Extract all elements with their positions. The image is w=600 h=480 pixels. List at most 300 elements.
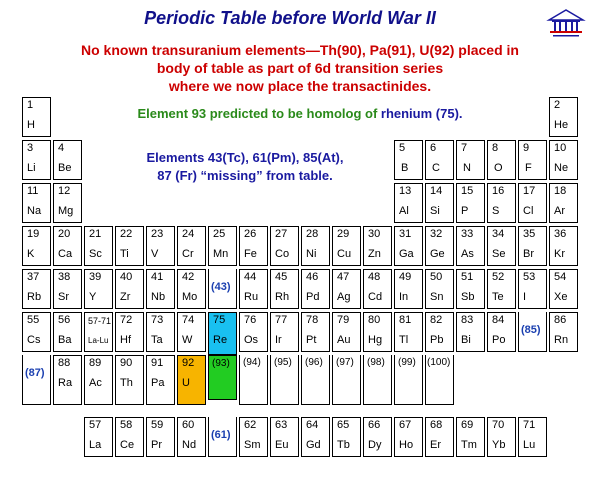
element-cell-e95 (270, 355, 299, 405)
element-symbol: W (182, 334, 193, 346)
element-number: 89 (89, 357, 102, 369)
element-cell-po (487, 312, 516, 352)
element-cell-f (518, 140, 547, 180)
element-cell-h (22, 97, 51, 137)
element-cell-ra (53, 355, 82, 405)
element-cell-co (270, 226, 299, 266)
element-cell-b (394, 140, 423, 180)
element-cell-be (53, 140, 82, 180)
element-number: 44 (244, 271, 257, 283)
element-number: 25 (213, 228, 226, 240)
element-cell-th (115, 355, 144, 405)
element-number: 15 (461, 185, 474, 197)
element-cell-ac (84, 355, 113, 405)
element-cell-os (239, 312, 268, 352)
element-symbol: Sn (430, 291, 444, 303)
element-number: 57-71 (88, 316, 112, 326)
element-cell-sb (456, 269, 485, 309)
element-number: 19 (27, 228, 40, 240)
element-cell-in (394, 269, 423, 309)
element-cell-sm (239, 417, 268, 457)
element-symbol: Co (275, 248, 290, 260)
element-number: 38 (58, 271, 71, 283)
element-cell-dy (363, 417, 392, 457)
element-number: 8 (492, 142, 499, 154)
element-cell-lu (518, 417, 547, 457)
element-number: 84 (492, 314, 505, 326)
element-cell-ag (332, 269, 361, 309)
element-cell-tl (394, 312, 423, 352)
element-number: 17 (523, 185, 536, 197)
element-symbol: Th (120, 377, 133, 389)
element-symbol: Ta (151, 334, 163, 346)
element-number: 66 (368, 419, 381, 431)
element-number: 91 (151, 357, 164, 369)
element-symbol: Ru (244, 291, 259, 303)
element-symbol: C (432, 162, 440, 174)
subtitle-line-2: body of table as part of 6d transition series (156, 60, 444, 76)
element-symbol: In (399, 291, 409, 303)
element-cell-la (84, 417, 113, 457)
element-number: 81 (399, 314, 412, 326)
element-number: 35 (523, 228, 536, 240)
element-number: 69 (461, 419, 474, 431)
element-number: 14 (430, 185, 443, 197)
element-symbol: Kr (554, 248, 565, 260)
element-cell-w (177, 312, 206, 352)
element-number: 2 (554, 99, 561, 111)
element-number: 36 (554, 228, 567, 240)
element-symbol: Zn (368, 248, 381, 260)
subtitle-line-3: where we now place the transactinides. (168, 78, 432, 94)
element-cell-e94 (239, 355, 268, 405)
element-symbol: S (492, 205, 500, 217)
element-symbol: Ag (337, 291, 351, 303)
element-number: 49 (399, 271, 412, 283)
element-cell-he (549, 97, 578, 137)
element-cell-gd (301, 417, 330, 457)
element-cell-si (425, 183, 454, 223)
note-element-93 (100, 106, 500, 121)
element-symbol: Au (337, 334, 351, 346)
element-cell-tc (208, 269, 237, 309)
element-cell-mo (177, 269, 206, 309)
element-cell-cu (332, 226, 361, 266)
element-cell-fe (239, 226, 268, 266)
element-cell-ar (549, 183, 578, 223)
element-number: 75 (213, 314, 226, 326)
element-number: (96) (305, 357, 323, 368)
element-symbol: Yb (492, 439, 506, 451)
element-symbol: Ir (275, 334, 282, 346)
element-cell-pt (301, 312, 330, 352)
element-cell-ni (301, 226, 330, 266)
element-cell-pa (146, 355, 175, 405)
element-number: 6 (430, 142, 437, 154)
element-number: 64 (306, 419, 319, 431)
element-number: 9 (523, 142, 530, 154)
element-symbol: Hf (120, 334, 131, 346)
element-number: 13 (399, 185, 412, 197)
element-cell-v (146, 226, 175, 266)
element-number: 55 (27, 314, 40, 326)
element-cell-e100 (425, 355, 454, 405)
element-cell-ge (425, 226, 454, 266)
element-cell-li (22, 140, 51, 180)
element-symbol: N (463, 162, 471, 174)
element-cell-rh (270, 269, 299, 309)
element-number: 82 (430, 314, 443, 326)
element-cell-e93 (208, 355, 237, 400)
element-symbol: Se (492, 248, 506, 260)
note-missing-line-2: 87 (Fr) “missing” from table. (157, 168, 333, 183)
element-number: 77 (275, 314, 288, 326)
element-cell-er (425, 417, 454, 457)
element-cell-zr (115, 269, 144, 309)
element-symbol: Cl (523, 205, 534, 217)
element-symbol: Po (492, 334, 506, 346)
element-number: 76 (244, 314, 257, 326)
element-cell-ir (270, 312, 299, 352)
element-number: 22 (120, 228, 133, 240)
element-cell-ba (53, 312, 82, 352)
element-cell-se (487, 226, 516, 266)
element-number: 90 (120, 357, 133, 369)
element-cell-hf (115, 312, 144, 352)
element-number: 10 (554, 142, 567, 154)
element-cell-cd (363, 269, 392, 309)
element-symbol: O (494, 162, 503, 174)
element-number: 51 (461, 271, 474, 283)
element-number: 62 (244, 419, 257, 431)
element-cell-p (456, 183, 485, 223)
element-number: 42 (182, 271, 195, 283)
element-number: 73 (151, 314, 164, 326)
element-number: (94) (243, 357, 261, 368)
element-symbol: Ga (399, 248, 414, 260)
element-number: (98) (367, 357, 385, 368)
element-cell-ce (115, 417, 144, 457)
element-symbol: V (151, 248, 159, 260)
element-cell-pd (301, 269, 330, 309)
element-symbol: Os (244, 334, 259, 346)
element-symbol: Cr (182, 248, 194, 260)
element-symbol: La (89, 439, 102, 451)
element-cell-n (456, 140, 485, 180)
element-number: 52 (492, 271, 505, 283)
element-cell-br (518, 226, 547, 266)
element-cell-nb (146, 269, 175, 309)
element-symbol: Pt (306, 334, 317, 346)
element-symbol: Sc (89, 248, 102, 260)
element-symbol: Ar (554, 205, 565, 217)
element-symbol: Ra (58, 377, 73, 389)
element-number: 18 (554, 185, 567, 197)
element-cell-ne (549, 140, 578, 180)
element-cell-lalu (84, 312, 113, 352)
element-symbol: (87) (25, 367, 45, 379)
element-number: (95) (274, 357, 292, 368)
element-symbol: Tm (461, 439, 477, 451)
element-cell-rn (549, 312, 578, 352)
element-symbol: Ti (120, 248, 129, 260)
element-symbol: Mg (58, 205, 74, 217)
element-symbol: P (461, 205, 469, 217)
element-number: 29 (337, 228, 350, 240)
element-symbol: (61) (211, 429, 231, 441)
element-symbol: Sb (461, 291, 475, 303)
element-number: 34 (492, 228, 505, 240)
element-symbol: F (525, 162, 532, 174)
element-number: 59 (151, 419, 164, 431)
element-symbol: As (461, 248, 474, 260)
element-symbol: U (182, 377, 190, 389)
element-number: 53 (523, 271, 536, 283)
element-cell-e99 (394, 355, 423, 405)
element-cell-ho (394, 417, 423, 457)
element-number: 4 (58, 142, 65, 154)
element-cell-sc (84, 226, 113, 266)
element-cell-at (518, 312, 547, 352)
element-symbol: Mn (213, 248, 229, 260)
element-number: (93) (212, 358, 230, 369)
element-cell-eu (270, 417, 299, 457)
element-cell-ca (53, 226, 82, 266)
element-number: 26 (244, 228, 257, 240)
element-symbol: Pb (430, 334, 444, 346)
element-symbol: I (523, 291, 527, 303)
element-symbol: He (554, 119, 569, 131)
element-number: 57 (89, 419, 102, 431)
element-symbol: Tl (399, 334, 409, 346)
element-number: (97) (336, 357, 354, 368)
element-cell-pb (425, 312, 454, 352)
element-cell-mn (208, 226, 237, 266)
element-cell-c (425, 140, 454, 180)
element-number: 30 (368, 228, 381, 240)
element-number: 37 (27, 271, 40, 283)
element-cell-hg (363, 312, 392, 352)
element-number: 3 (27, 142, 34, 154)
element-number: 5 (399, 142, 406, 154)
element-number: 83 (461, 314, 474, 326)
element-symbol: Ge (430, 248, 445, 260)
element-number: 47 (337, 271, 350, 283)
element-number: 72 (120, 314, 133, 326)
element-symbol: Be (58, 162, 72, 174)
note-93-text: Element 93 predicted to be homolog of (137, 106, 381, 121)
element-number: 67 (399, 419, 412, 431)
element-symbol: Ca (58, 248, 73, 260)
element-symbol: K (27, 248, 35, 260)
element-cell-as (456, 226, 485, 266)
element-cell-tm (456, 417, 485, 457)
element-cell-y (84, 269, 113, 309)
element-number: 63 (275, 419, 288, 431)
element-symbol: B (401, 162, 409, 174)
element-symbol: Bi (461, 334, 471, 346)
element-number: 54 (554, 271, 567, 283)
element-cell-tb (332, 417, 361, 457)
element-number: 79 (337, 314, 350, 326)
element-number: 71 (523, 419, 536, 431)
element-number: 70 (492, 419, 505, 431)
element-number: 31 (399, 228, 412, 240)
element-symbol: Br (523, 248, 534, 260)
element-cell-kr (549, 226, 578, 266)
element-cell-ti (115, 226, 144, 266)
element-symbol: Cu (337, 248, 352, 260)
element-symbol: Ac (89, 377, 102, 389)
element-symbol: Rh (275, 291, 290, 303)
building-logo-icon (543, 6, 589, 38)
element-cell-yb (487, 417, 516, 457)
element-number: 92 (182, 357, 195, 369)
element-symbol: Nd (182, 439, 197, 451)
element-symbol: Zr (120, 291, 131, 303)
element-cell-xe (549, 269, 578, 309)
element-cell-pm (208, 417, 237, 457)
element-symbol: Xe (554, 291, 568, 303)
element-number: 40 (120, 271, 133, 283)
element-symbol: Mo (182, 291, 198, 303)
element-number: 33 (461, 228, 474, 240)
element-cell-s (487, 183, 516, 223)
element-cell-mg (53, 183, 82, 223)
element-symbol: Ne (554, 162, 569, 174)
element-symbol: H (27, 119, 35, 131)
element-cell-u (177, 355, 206, 405)
element-symbol: Ho (399, 439, 414, 451)
element-cell-nd (177, 417, 206, 457)
element-symbol: Gd (306, 439, 321, 451)
element-number: 65 (337, 419, 350, 431)
element-symbol: Si (430, 205, 440, 217)
element-number: 48 (368, 271, 381, 283)
element-symbol: Cd (368, 291, 383, 303)
element-symbol: Pa (151, 377, 165, 389)
element-number: 50 (430, 271, 443, 283)
element-symbol: Sm (244, 439, 261, 451)
subtitle-line-1: No known transuranium elements—Th(90), Pa(91), U(92) placed in (81, 42, 519, 58)
element-cell-fr (22, 355, 51, 405)
element-number: (99) (398, 357, 416, 368)
element-cell-ta (146, 312, 175, 352)
element-symbol: Er (430, 439, 441, 451)
element-symbol: Rb (27, 291, 42, 303)
element-number: 27 (275, 228, 288, 240)
element-cell-e98 (363, 355, 392, 405)
element-number: 28 (306, 228, 319, 240)
element-number: 86 (554, 314, 567, 326)
element-number: 1 (27, 99, 34, 111)
element-symbol: Lu (523, 439, 536, 451)
element-symbol: Ni (306, 248, 317, 260)
element-symbol: Tb (337, 439, 350, 451)
element-number: 12 (58, 185, 71, 197)
element-number: 45 (275, 271, 288, 283)
element-symbol: Te (492, 291, 504, 303)
element-number: 58 (120, 419, 133, 431)
element-number: 11 (27, 185, 39, 197)
element-cell-cl (518, 183, 547, 223)
element-number: 21 (89, 228, 102, 240)
element-number: 7 (461, 142, 468, 154)
element-number: 41 (151, 271, 164, 283)
element-number: 20 (58, 228, 71, 240)
element-symbol: (43) (211, 281, 231, 293)
element-symbol: Dy (368, 439, 382, 451)
element-cell-pr (146, 417, 175, 457)
element-number: 56 (58, 314, 71, 326)
element-number: 88 (58, 357, 71, 369)
note-93-rhenium: rhenium (75). (380, 106, 463, 121)
element-symbol: Nb (151, 291, 166, 303)
element-number: 24 (182, 228, 195, 240)
element-number: 39 (89, 271, 102, 283)
element-number: 46 (306, 271, 319, 283)
element-symbol: Li (27, 162, 36, 174)
element-symbol: Hg (368, 334, 383, 346)
element-cell-te (487, 269, 516, 309)
element-number: 68 (430, 419, 443, 431)
element-cell-i (518, 269, 547, 309)
element-symbol: La-Lu (88, 336, 109, 345)
element-symbol: Al (399, 205, 409, 217)
element-symbol: Y (89, 291, 97, 303)
element-symbol: Sr (58, 291, 69, 303)
element-cell-cs (22, 312, 51, 352)
element-cell-k (22, 226, 51, 266)
element-symbol: (85) (521, 324, 541, 336)
element-cell-zn (363, 226, 392, 266)
element-number: 16 (492, 185, 505, 197)
element-symbol: Ba (58, 334, 72, 346)
element-symbol: Pr (151, 439, 162, 451)
element-cell-re (208, 312, 237, 355)
element-cell-ru (239, 269, 268, 309)
element-cell-al (394, 183, 423, 223)
element-symbol: Ce (120, 439, 135, 451)
element-cell-e96 (301, 355, 330, 405)
element-cell-ga (394, 226, 423, 266)
element-cell-sn (425, 269, 454, 309)
element-cell-cr (177, 226, 206, 266)
element-symbol: Rn (554, 334, 569, 346)
element-symbol: Cs (27, 334, 41, 346)
element-symbol: Na (27, 205, 42, 217)
element-number: 78 (306, 314, 319, 326)
element-cell-bi (456, 312, 485, 352)
element-cell-na (22, 183, 51, 223)
element-number: 74 (182, 314, 195, 326)
element-cell-e97 (332, 355, 361, 405)
page-title: Periodic Table before World War II (144, 8, 436, 28)
element-symbol: Pd (306, 291, 320, 303)
element-symbol: Eu (275, 439, 289, 451)
element-cell-sr (53, 269, 82, 309)
element-cell-au (332, 312, 361, 352)
element-number: 23 (151, 228, 164, 240)
element-cell-o (487, 140, 516, 180)
element-number: 80 (368, 314, 381, 326)
element-number: 32 (430, 228, 443, 240)
element-symbol: Fe (244, 248, 257, 260)
element-symbol: Re (213, 334, 228, 346)
element-number: 60 (182, 419, 195, 431)
element-cell-rb (22, 269, 51, 309)
note-missing-line-1: Elements 43(Tc), 61(Pm), 85(At), (146, 150, 344, 165)
